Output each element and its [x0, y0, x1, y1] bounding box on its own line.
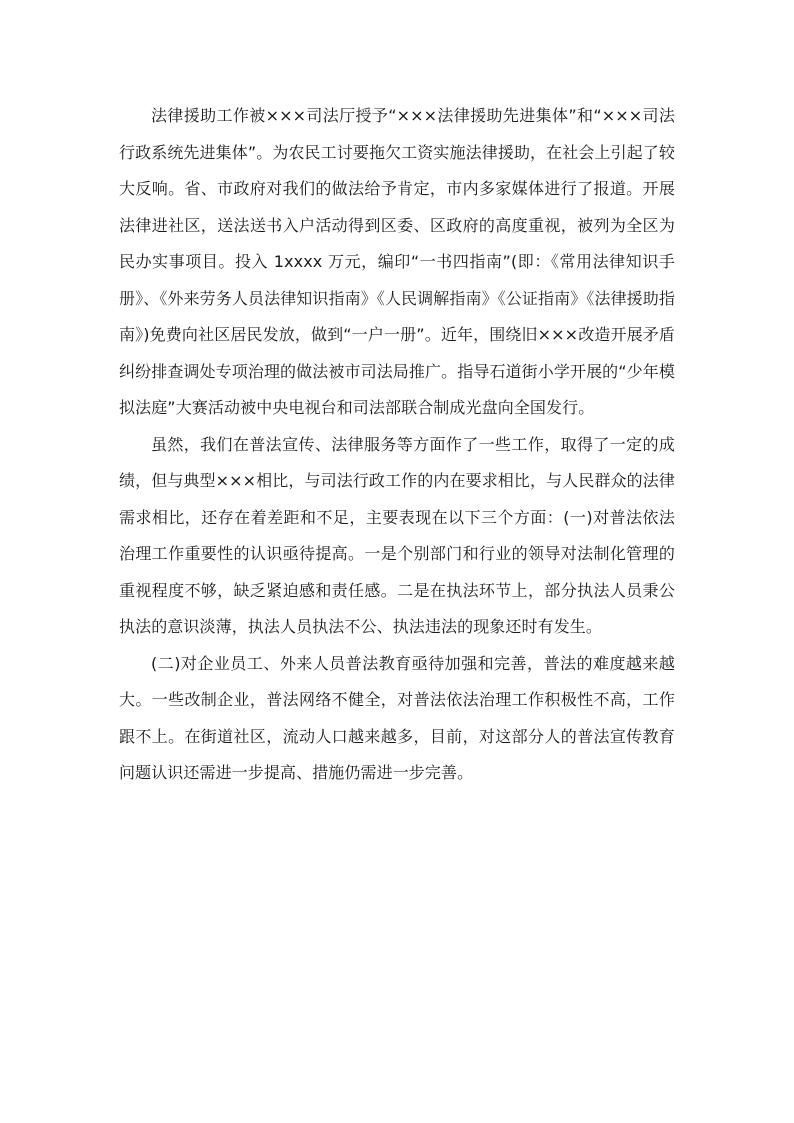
paragraph-enterprise-education: (二)对企业员工、外来人员普法教育亟待加强和完善，普法的难度越来越大。一些改制企业，普法网络不健全，对普法依法治理工作积极性不高，工作跟不上。在街道社区，流动人口越来越多，目前，对这部分人的普法宣传教育问题认识还需进一步提高、措施仍需进一步完善。: [119, 653, 675, 782]
paragraph-shortcomings: 虽然，我们在普法宣传、法律服务等方面作了一些工作，取得了一定的成绩，但与典型×××相比，与司法行政工作的内在要求相比，与人民群众的法律需求相比，还存在着差距和不足，主要表现在以下三个方面：(一)对普法依法治理工作重要性的认识亟待提高。一是个别部门和行业的领导对法制化管理的重视程度不够，缺乏紧迫感和责任感。二是在执法环节上，部分执法人员秉公执法的意识淡薄，执法人员执法不公、执法违法的现象还时有发生。: [119, 434, 675, 636]
paragraph-legal-aid-achievements: 法律援助工作被×××司法厅授予“×××法律援助先进集体”和“×××司法行政系统先进集体”。为农民工讨要拖欠工资实施法律援助，在社会上引起了较大反响。省、市政府对我们的做法给予肯定，市内多家媒体进行了报道。开展法律进社区，送法送书入户活动得到区委、区政府的高度重视，被列为全区为民办实事项目。投入 1xxxx 万元，编印“一书四指南”(即：《常用法律知识手册》、《外来劳务人员法律知识指南》《人民调解指南》《公证指南》《法律援助指南》)免费向社区居民发放，做到“一户一册”。近年，围绕旧×××改造开展矛盾纠纷排查调处专项治理的做法被市司法局推广。指导石道街小学开展的“少年模拟法庭”大赛活动被中央电视台和司法部联合制成光盘向全国发行。: [119, 106, 675, 417]
document-body: [119, 98, 675, 792]
